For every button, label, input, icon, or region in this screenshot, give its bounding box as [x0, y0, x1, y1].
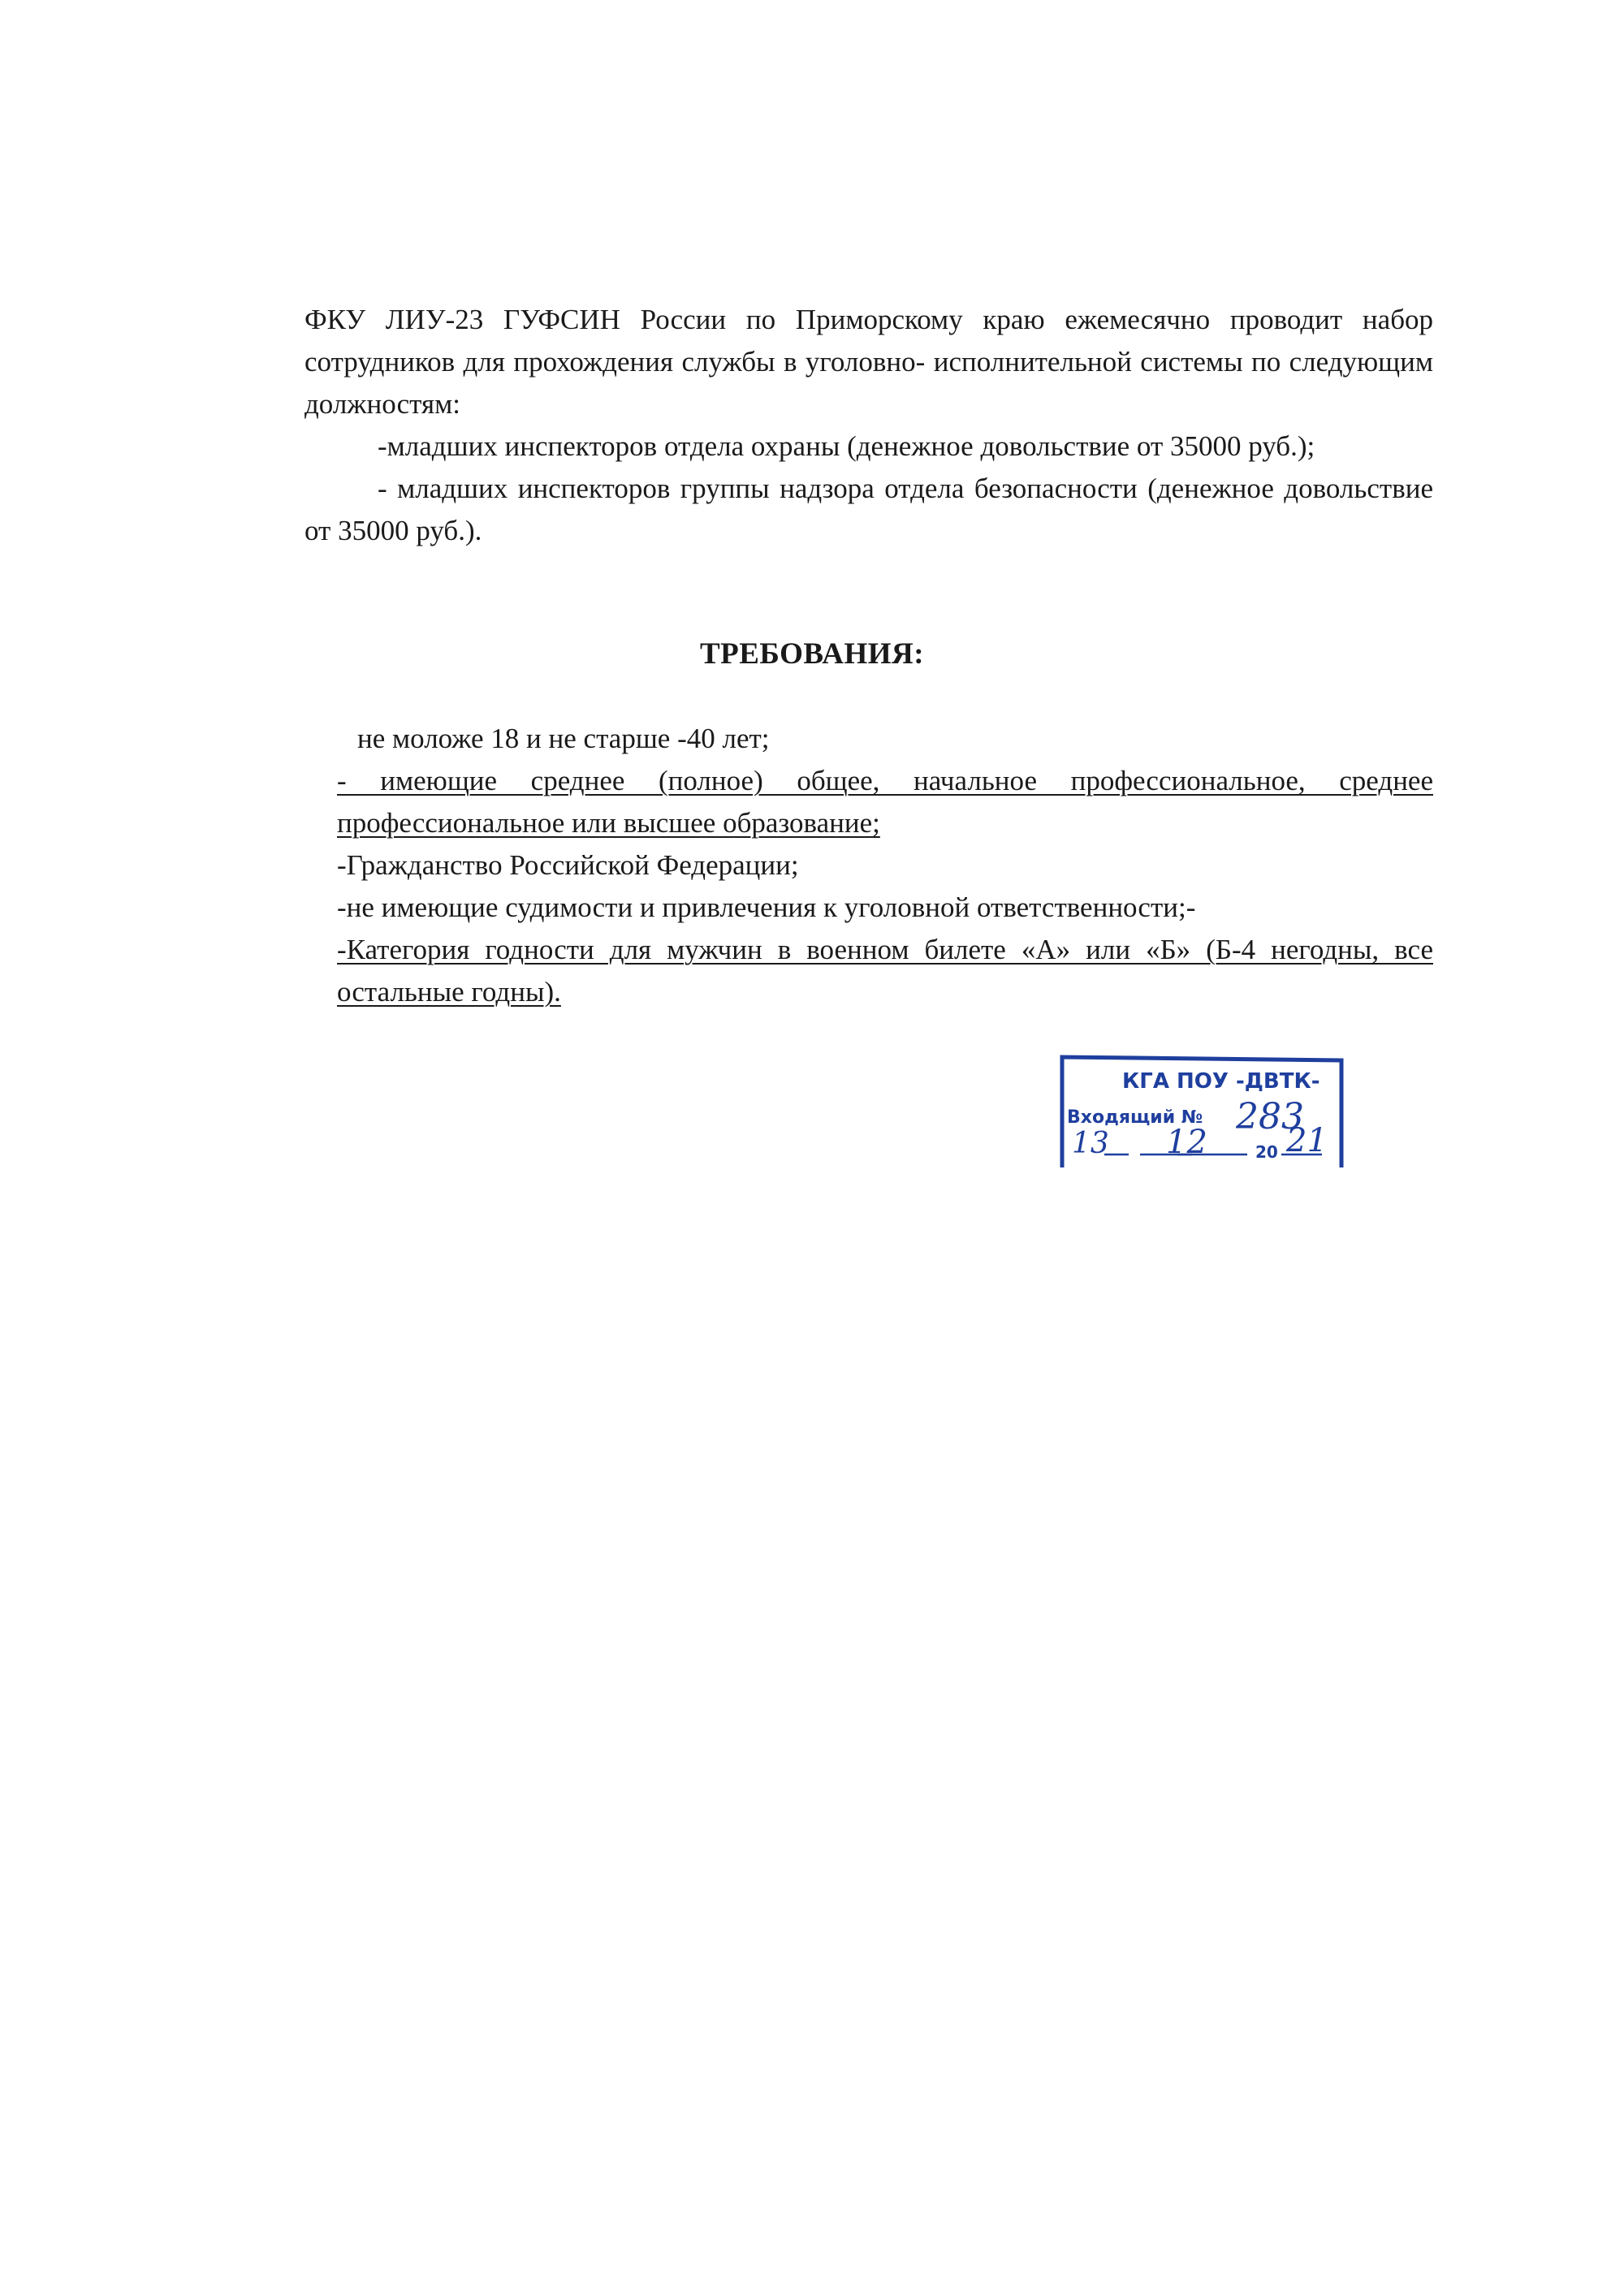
stamp-year-prefix: 20: [1255, 1142, 1278, 1162]
stamp-day: 13: [1072, 1127, 1109, 1160]
requirement-item-5: -Категория годности для мужчин в военном билете «А» или «Б» (Б-4 негодны, все остальные годны).: [337, 934, 1433, 1008]
position-item-1: -младших инспекторов отдела охраны (денежное довольствие от 35000 руб.);: [378, 430, 1315, 462]
stamp-incoming-label: Входящий №: [1067, 1107, 1203, 1128]
stamp-graphic: [1056, 1052, 1348, 1167]
incoming-stamp: [1056, 1052, 1348, 1167]
intro-section: [304, 299, 1433, 552]
requirements-title: ТРЕБОВАНИЯ:: [699, 637, 925, 671]
stamp-org: КГА ПОУ -ДВТК-: [1122, 1069, 1320, 1094]
requirement-item-1: не моложе 18 и не старше -40 лет;: [357, 723, 770, 754]
stamp-year-suffix: 21: [1286, 1122, 1328, 1159]
requirement-item-3: -Гражданство Российской Федерации;: [337, 849, 799, 881]
position-item-2: - младших инспекторов группы надзора отдела безопасности (денежное довольствие от 35000 руб.).: [304, 473, 1433, 546]
requirements-list: [337, 718, 1433, 1013]
stamp-incoming-number: 283: [1236, 1096, 1304, 1137]
intro-paragraph: ФКУ ЛИУ-23 ГУФСИН России по Приморскому краю ежемесячно проводит набор сотрудников для прохождения службы в уголовно- исполнительной системы по следующим должностям:: [304, 304, 1433, 420]
requirement-item-4: -не имеющие судимости и привлечения к уголовной ответственности;-: [337, 891, 1196, 923]
requirement-item-2: - имеющие среднее (полное) общее, начальное профессиональное, среднее профессиональное или высшее образование;: [337, 765, 1433, 839]
stamp-month: 12: [1166, 1124, 1207, 1161]
